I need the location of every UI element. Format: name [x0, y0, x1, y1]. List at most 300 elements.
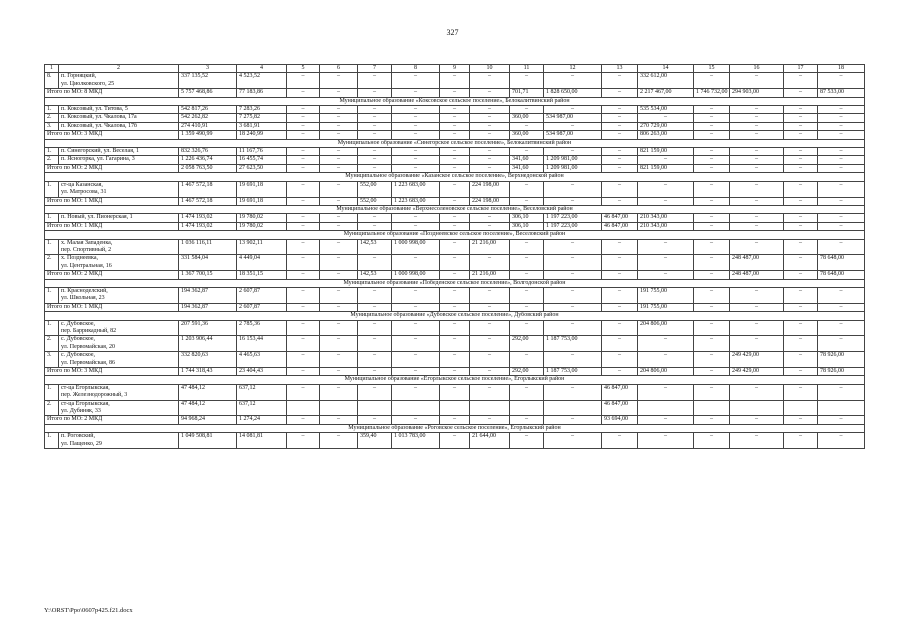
table-cell: – — [694, 303, 730, 311]
header-cell: 11 — [510, 65, 544, 73]
table-cell: – — [510, 73, 544, 89]
table-cell: 7 275,82 — [237, 114, 287, 122]
table-cell: – — [638, 352, 694, 368]
table-cell: – — [470, 368, 510, 376]
table-cell: – — [287, 73, 320, 89]
table-cell: – — [440, 156, 470, 164]
table-cell: – — [440, 197, 470, 205]
total-row — [45, 368, 865, 376]
table-cell: 294 903,00 — [730, 89, 784, 97]
table-cell: 210 343,00 — [638, 214, 694, 222]
table-cell: – — [440, 131, 470, 139]
table-cell: – — [602, 352, 638, 368]
table-cell: – — [470, 303, 510, 311]
table-cell: – — [638, 271, 694, 279]
table-cell: – — [602, 255, 638, 271]
table-cell: – — [602, 271, 638, 279]
table-cell: 27 623,50 — [237, 164, 287, 172]
table-cell: 1 746 732,00 — [694, 89, 730, 97]
table-cell: – — [470, 384, 510, 400]
table-cell: – — [392, 384, 440, 400]
table-cell: – — [602, 303, 638, 311]
table-cell: 306,10 — [510, 222, 544, 230]
table-cell: – — [544, 148, 602, 156]
address-cell: ст-ца Егорлыкская, ул. Дубиняк, 33 — [59, 400, 179, 416]
table-cell: – — [287, 271, 320, 279]
table-cell: – — [818, 156, 865, 164]
table-cell: – — [544, 271, 602, 279]
table-cell: – — [392, 89, 440, 97]
table-cell: – — [602, 114, 638, 122]
header-cell: 4 — [237, 65, 287, 73]
table-cell: – — [320, 164, 358, 172]
table-cell: – — [818, 122, 865, 130]
table-cell: 19 780,02 — [237, 222, 287, 230]
table-cell: 806 263,00 — [638, 131, 694, 139]
table-cell: – — [784, 239, 818, 255]
table-cell: – — [544, 122, 602, 130]
table-cell: – — [392, 114, 440, 122]
table-cell: – — [784, 222, 818, 230]
address-cell: с. Дубовское, ул. Первомайская, 20 — [59, 336, 179, 352]
table-cell: 1 203 906,44 — [179, 336, 237, 352]
table-cell: 78 648,00 — [818, 271, 865, 279]
header-cell: 18 — [818, 65, 865, 73]
table-cell: 1 367 700,15 — [179, 271, 237, 279]
table-cell: – — [320, 336, 358, 352]
table-cell: – — [784, 214, 818, 222]
row-number: 1. — [45, 181, 59, 197]
table-row — [45, 352, 865, 368]
table-cell: – — [602, 320, 638, 336]
table-cell: – — [818, 416, 865, 424]
table-cell: – — [784, 164, 818, 172]
table-cell: 207 591,36 — [179, 320, 237, 336]
table-cell: 191 755,00 — [638, 303, 694, 311]
table-cell: – — [730, 214, 784, 222]
header-cell: 10 — [470, 65, 510, 73]
table-cell: – — [440, 148, 470, 156]
row-number: 1. — [45, 239, 59, 255]
address-cell: п. Новый, ул. Пионерская, 1 — [59, 214, 179, 222]
table-cell: – — [730, 303, 784, 311]
table-cell: 23 404,43 — [237, 368, 287, 376]
table-cell: – — [440, 255, 470, 271]
table-row — [45, 400, 865, 416]
total-label: Итого по МО: 1 МКД — [45, 222, 179, 230]
table-cell: – — [818, 303, 865, 311]
table-cell: – — [470, 416, 510, 424]
table-cell: – — [392, 336, 440, 352]
table-cell: – — [320, 73, 358, 89]
table-cell: – — [287, 106, 320, 114]
table-row — [45, 287, 865, 303]
table-cell: – — [392, 416, 440, 424]
table-cell: – — [694, 320, 730, 336]
table-cell: 552,00 — [358, 197, 392, 205]
table-cell: – — [544, 239, 602, 255]
table-cell: – — [784, 89, 818, 97]
table-cell: – — [320, 122, 358, 130]
table-cell: – — [440, 164, 470, 172]
header-cell: 12 — [544, 65, 602, 73]
table-cell: – — [440, 271, 470, 279]
table-cell: – — [470, 320, 510, 336]
table-cell: 7 283,26 — [237, 106, 287, 114]
table-cell: 191 755,00 — [638, 287, 694, 303]
row-number: 8. — [45, 73, 59, 89]
table-cell: – — [320, 106, 358, 114]
table-cell: 542 817,26 — [179, 106, 237, 114]
address-cell: с. Дубовское, пер. Баррикадный, 82 — [59, 320, 179, 336]
table-cell: – — [358, 106, 392, 114]
table-cell: – — [730, 197, 784, 205]
table-cell: – — [358, 89, 392, 97]
table-cell: 821 159,00 — [638, 164, 694, 172]
total-row — [45, 131, 865, 139]
table-cell: – — [510, 320, 544, 336]
table-cell: 13 902,11 — [237, 239, 287, 255]
table-cell: 18 351,15 — [237, 271, 287, 279]
table-cell: – — [694, 131, 730, 139]
section-title: Муниципальное образование «Синегорское сельское поселение», Белокалитвинский район — [45, 139, 865, 147]
table-cell: 4 449,04 — [237, 255, 287, 271]
header-cell: 7 — [358, 65, 392, 73]
table-cell: – — [784, 181, 818, 197]
table-cell: 832 326,76 — [179, 148, 237, 156]
table-cell: 204 806,00 — [638, 368, 694, 376]
section-row — [45, 173, 865, 181]
table-cell: – — [694, 384, 730, 400]
total-label: Итого по МО: 2 МКД — [45, 271, 179, 279]
table-cell: – — [694, 114, 730, 122]
table-cell: 78 648,00 — [818, 255, 865, 271]
header-cell: 14 — [638, 65, 694, 73]
table-cell: 46 847,00 — [602, 400, 638, 416]
table-cell: 552,00 — [358, 181, 392, 197]
table-cell: – — [602, 197, 638, 205]
table-cell: – — [440, 73, 470, 89]
table-cell: 535 534,00 — [638, 106, 694, 114]
table-cell: 47 484,12 — [179, 384, 237, 400]
header-cell: 8 — [392, 65, 440, 73]
table-cell: – — [392, 352, 440, 368]
section-row — [45, 205, 865, 213]
table-cell: 21 216,00 — [470, 239, 510, 255]
table-cell: – — [358, 114, 392, 122]
table-cell: – — [784, 416, 818, 424]
section-row — [45, 312, 865, 320]
table-cell: – — [440, 320, 470, 336]
table-cell: – — [440, 352, 470, 368]
address-cell: п. Коксовый, ул. Чкалова, 17б — [59, 122, 179, 130]
table-row — [45, 384, 865, 400]
table-cell: 16 455,74 — [237, 156, 287, 164]
table-cell: – — [392, 222, 440, 230]
table-cell: – — [730, 156, 784, 164]
table-cell: – — [320, 255, 358, 271]
table-cell: – — [730, 239, 784, 255]
table-row — [45, 239, 865, 255]
total-row — [45, 197, 865, 205]
table-cell: – — [470, 122, 510, 130]
section-title: Муниципальное образование «Коксовское сельское поселение», Белокалитвинский район — [45, 97, 865, 105]
table-cell — [694, 400, 730, 416]
total-row — [45, 416, 865, 424]
table-cell: 224 198,00 — [470, 181, 510, 197]
table-cell: 210 343,00 — [638, 222, 694, 230]
table-row — [45, 320, 865, 336]
header-cell: 2 — [59, 65, 179, 73]
table-cell: – — [392, 368, 440, 376]
table-cell: – — [287, 416, 320, 424]
table-cell: – — [510, 197, 544, 205]
table-cell: – — [818, 214, 865, 222]
table-cell: – — [694, 222, 730, 230]
table-cell: 2 217 467,00 — [638, 89, 694, 97]
table-cell: – — [510, 303, 544, 311]
table-cell: – — [638, 114, 694, 122]
table-cell: – — [392, 148, 440, 156]
table-cell: 306,10 — [510, 214, 544, 222]
table-cell: – — [730, 336, 784, 352]
section-title: Муниципальное образование «Егорлыкское сельское поселение», Егорлыкский район — [45, 376, 865, 384]
table-cell: 1 187 753,00 — [544, 368, 602, 376]
header-cell: 17 — [784, 65, 818, 73]
table-cell: – — [638, 156, 694, 164]
table-cell: – — [602, 287, 638, 303]
table-cell: – — [694, 106, 730, 114]
table-cell: – — [510, 181, 544, 197]
table-cell: – — [730, 384, 784, 400]
table-cell: 1 359 490,99 — [179, 131, 237, 139]
table-cell: – — [320, 416, 358, 424]
table-cell: 46 847,00 — [602, 214, 638, 222]
table-cell: 360,00 — [510, 114, 544, 122]
table-cell: – — [818, 148, 865, 156]
table-cell: – — [544, 303, 602, 311]
table-cell: – — [470, 114, 510, 122]
table-cell: – — [544, 352, 602, 368]
table-row — [45, 255, 865, 271]
table-cell: – — [440, 368, 470, 376]
table-cell: 142,53 — [358, 239, 392, 255]
table-row — [45, 156, 865, 164]
total-label: Итого по МО: 3 МКД — [45, 131, 179, 139]
table-cell: – — [730, 106, 784, 114]
table-cell: – — [510, 384, 544, 400]
table-cell: – — [730, 222, 784, 230]
table-cell: – — [320, 320, 358, 336]
table-cell — [320, 400, 358, 416]
table-cell: – — [392, 287, 440, 303]
address-cell: п. Горняцкий, ул. Циолковского, 25 — [59, 73, 179, 89]
table-cell: – — [320, 131, 358, 139]
total-label: Итого по МО: 3 МКД — [45, 368, 179, 376]
row-number: 1. — [45, 214, 59, 222]
table-cell: – — [784, 336, 818, 352]
table-cell: – — [470, 222, 510, 230]
table-cell: – — [287, 433, 320, 449]
table-cell: – — [392, 73, 440, 89]
address-cell: п. Коксовый, ул. Титова, 5 — [59, 106, 179, 114]
table-cell: – — [440, 239, 470, 255]
table-cell: 337 135,52 — [179, 73, 237, 89]
row-number: 1. — [45, 433, 59, 449]
table-cell: – — [638, 384, 694, 400]
table-cell: 1 187 753,00 — [544, 336, 602, 352]
table-cell: – — [730, 122, 784, 130]
table-cell: 2 607,87 — [237, 287, 287, 303]
table-cell: – — [602, 181, 638, 197]
table-cell — [392, 400, 440, 416]
table-cell: 21 216,00 — [470, 271, 510, 279]
row-number: 2. — [45, 156, 59, 164]
table-cell: – — [440, 336, 470, 352]
header-cell: 15 — [694, 65, 730, 73]
table-cell: – — [694, 352, 730, 368]
table-cell: – — [818, 197, 865, 205]
table-cell: – — [510, 239, 544, 255]
table-cell: – — [392, 303, 440, 311]
table-cell: – — [818, 222, 865, 230]
table-cell: – — [287, 287, 320, 303]
table-cell: – — [358, 352, 392, 368]
table-cell: – — [602, 106, 638, 114]
table-row — [45, 433, 865, 449]
table-cell: – — [320, 433, 358, 449]
table-cell: – — [358, 368, 392, 376]
table-cell: – — [320, 384, 358, 400]
table-cell: – — [638, 181, 694, 197]
table-cell: – — [638, 336, 694, 352]
table-cell: – — [694, 122, 730, 130]
table-cell: – — [440, 89, 470, 97]
table-cell: 341,60 — [510, 156, 544, 164]
table-cell: – — [694, 197, 730, 205]
table-cell: – — [730, 416, 784, 424]
row-number: 2. — [45, 400, 59, 416]
table-cell: – — [602, 122, 638, 130]
table-cell: – — [358, 122, 392, 130]
table-cell: – — [784, 148, 818, 156]
table-cell: – — [358, 214, 392, 222]
table-cell: – — [784, 131, 818, 139]
table-cell: 332 820,63 — [179, 352, 237, 368]
table-cell: – — [440, 384, 470, 400]
table-cell: – — [287, 384, 320, 400]
table-cell: – — [510, 271, 544, 279]
table-cell: – — [510, 287, 544, 303]
address-cell: ст-ца Казанская, ул. Матросова, 31 — [59, 181, 179, 197]
table-cell: – — [694, 214, 730, 222]
table-cell: 1 049 508,81 — [179, 433, 237, 449]
table-cell: – — [784, 320, 818, 336]
table-cell: – — [320, 148, 358, 156]
table-cell: – — [602, 239, 638, 255]
table-cell: – — [784, 106, 818, 114]
table-cell: 19 691,18 — [237, 197, 287, 205]
table-cell: 332 612,00 — [638, 73, 694, 89]
table-cell: – — [440, 287, 470, 303]
table-cell: – — [818, 181, 865, 197]
address-cell: п. Роговский, ул. Пащенко, 29 — [59, 433, 179, 449]
table-cell: – — [784, 197, 818, 205]
row-number: 1. — [45, 148, 59, 156]
header-cell: 9 — [440, 65, 470, 73]
table-row — [45, 73, 865, 89]
table-cell: – — [730, 148, 784, 156]
table-cell: 1 209 981,00 — [544, 164, 602, 172]
table-cell: 18 240,99 — [237, 131, 287, 139]
table-cell: – — [440, 433, 470, 449]
table-cell: – — [287, 164, 320, 172]
table-cell: 11 167,76 — [237, 148, 287, 156]
table-cell: 1 274,24 — [237, 416, 287, 424]
table-cell: – — [287, 222, 320, 230]
table-cell: – — [287, 122, 320, 130]
table-cell: 2 058 763,50 — [179, 164, 237, 172]
row-number: 3. — [45, 352, 59, 368]
table-cell: 78 926,00 — [818, 352, 865, 368]
table-cell: – — [392, 122, 440, 130]
table-cell: – — [287, 320, 320, 336]
table-cell: – — [818, 336, 865, 352]
table-cell: – — [510, 148, 544, 156]
table-cell — [470, 400, 510, 416]
address-cell: с. Дубовское, ул. Первомайская, 86 — [59, 352, 179, 368]
table-cell — [818, 400, 865, 416]
table-cell: – — [470, 336, 510, 352]
table-cell: – — [320, 368, 358, 376]
table-cell: – — [320, 222, 358, 230]
table-cell: – — [818, 433, 865, 449]
table-cell: – — [470, 214, 510, 222]
table-cell: – — [320, 89, 358, 97]
table-cell: 87 533,00 — [818, 89, 865, 97]
table-cell: 274 410,91 — [179, 122, 237, 130]
table-cell: – — [544, 320, 602, 336]
table-cell: – — [818, 320, 865, 336]
table-cell: 701,71 — [510, 89, 544, 97]
table-cell: 637,12 — [237, 400, 287, 416]
table-cell: – — [287, 114, 320, 122]
table-cell: 1 000 998,00 — [392, 271, 440, 279]
table-cell: – — [784, 73, 818, 89]
table-cell: – — [602, 433, 638, 449]
table-cell: – — [544, 255, 602, 271]
table-cell — [784, 400, 818, 416]
table-cell: – — [392, 214, 440, 222]
table-cell: 16 153,44 — [237, 336, 287, 352]
table-cell: – — [470, 131, 510, 139]
table-cell: 1 209 981,00 — [544, 156, 602, 164]
table-cell: – — [602, 156, 638, 164]
table-cell: – — [510, 122, 544, 130]
table-cell: – — [358, 384, 392, 400]
header-cell: 13 — [602, 65, 638, 73]
table-cell: – — [358, 336, 392, 352]
row-number: 2. — [45, 255, 59, 271]
table-row — [45, 106, 865, 114]
table-cell: 637,12 — [237, 384, 287, 400]
table-cell: – — [470, 73, 510, 89]
total-row — [45, 222, 865, 230]
table-cell: – — [694, 255, 730, 271]
address-cell: п. Синегорский, ул. Веселая, 1 — [59, 148, 179, 156]
table-cell: – — [602, 89, 638, 97]
table-cell: – — [440, 303, 470, 311]
